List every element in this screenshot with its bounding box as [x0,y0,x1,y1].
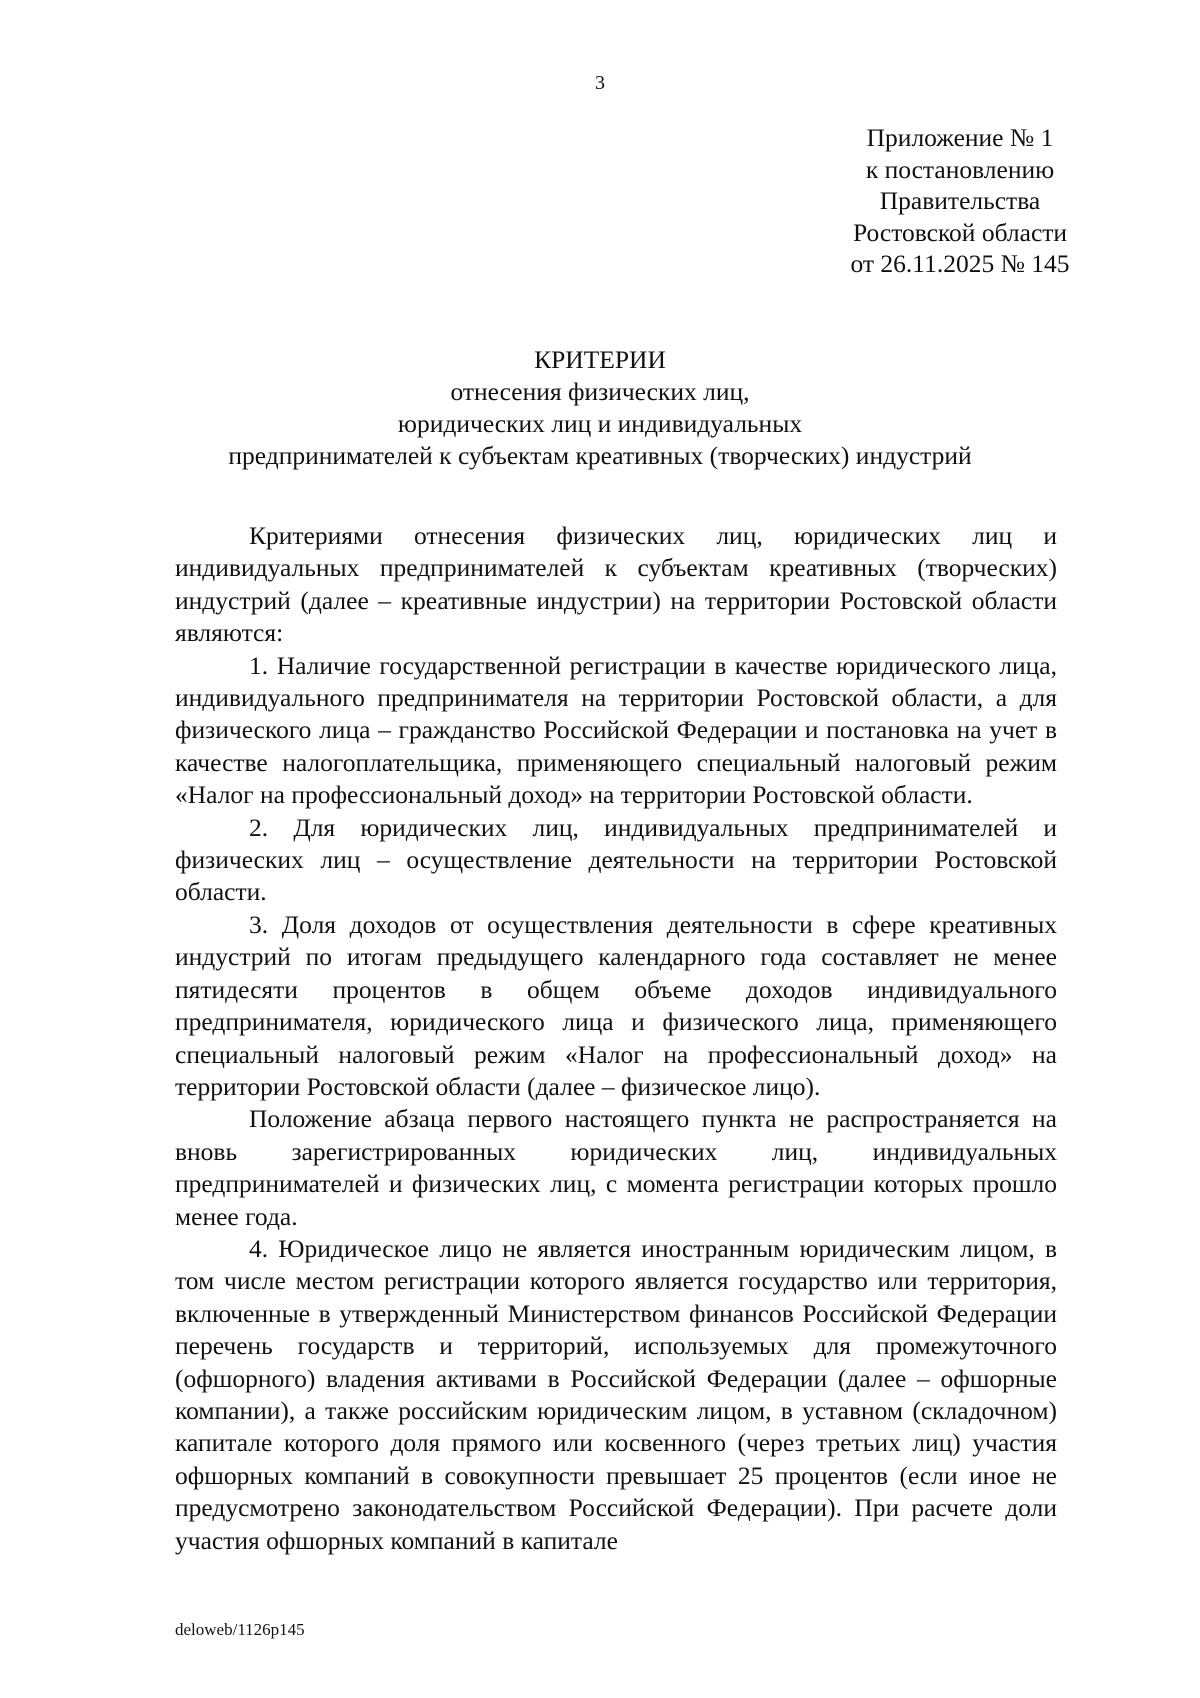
document-body [175,520,1057,1557]
appendix-line: Правительства [879,186,1041,215]
appendix-line: к постановлению [865,154,1055,184]
appendix-line: Ростовской области [852,217,1068,247]
title-subtitle-line: отнесения физических лиц, [450,377,750,406]
criterion-2-paragraph: 2. Для юридических лиц, индивидуальных предпринимателей и физических лиц – осуществление деятельности на территории Ростовской области. [175,812,1057,907]
criterion-3-paragraph: 3. Доля доходов от осуществления деятельности в сфере креативных индустрий по итогам предыдущего календарного года составляет не менее пятидесяти процентов в общем объеме доходов индивидуального предпринимателя, юридического лица и физического лица, применяющего специальный налоговый режим «Налог на профессиональный доход» на территории Ростовской области (далее – физическое лицо). [175,909,1057,1101]
title-subtitle-line: юридических лиц и индивидуальных [397,409,803,438]
document-title [160,344,1040,472]
criterion-3-note-paragraph: Положение абзаца первого настоящего пункта не распространяется на вновь зарегистрированных юридических лиц, индивидуальных предпринимателей и физических лиц, с момента регистрации которых прошло менее года. [175,1104,1057,1231]
criterion-1-paragraph: 1. Наличие государственной регистрации в качестве юридического лица, индивидуального предпринимателя на территории Ростовской области, а для физического лица – гражданство Российской Федерации и постановка на учет в качестве налогоплательщика, применяющего специальный налоговый режим «Налог на профессиональный доход» на территории Ростовской области. [175,650,1057,810]
footer-document-code: deloweb/1126p145 [175,1620,305,1639]
intro-paragraph: Критериями отнесения физических лиц, юридических лиц и индивидуальных предпринимателей к субъектам креативных (творческих) индустрий (далее – креативные индустрии) на территории Ростовской области являются: [175,521,1057,648]
appendix-line: Приложение № 1 [866,123,1054,152]
page-number: 3 [595,72,605,94]
appendix-header [820,122,1100,280]
criterion-4-paragraph: 4. Юридическое лицо не является иностранным юридическим лицом, в том числе местом регистрации которого является государство или территория, включенные в утвержденный Министерством финансов Российской Федерации перечень государств и территорий, используемых для промежуточного (офшорного) владения активами в Российской Федерации (далее – офшорные компании), а также российским юридическим лицом, в уставном (складочном) капитале которого доля прямого или косвенного (через третьих лиц) участия офшорных компаний в совокупности превышает 25 процентов (если иное не предусмотрено законодательством Российской Федерации). При расчете доли участия офшорных компаний в капитале [175,1233,1057,1555]
title-heading: КРИТЕРИИ [534,345,666,374]
title-subtitle-line: предпринимателей к субъектам креативных (творческих) индустрий [228,441,972,470]
appendix-line: от 26.11.2025 № 145 [850,249,1070,278]
